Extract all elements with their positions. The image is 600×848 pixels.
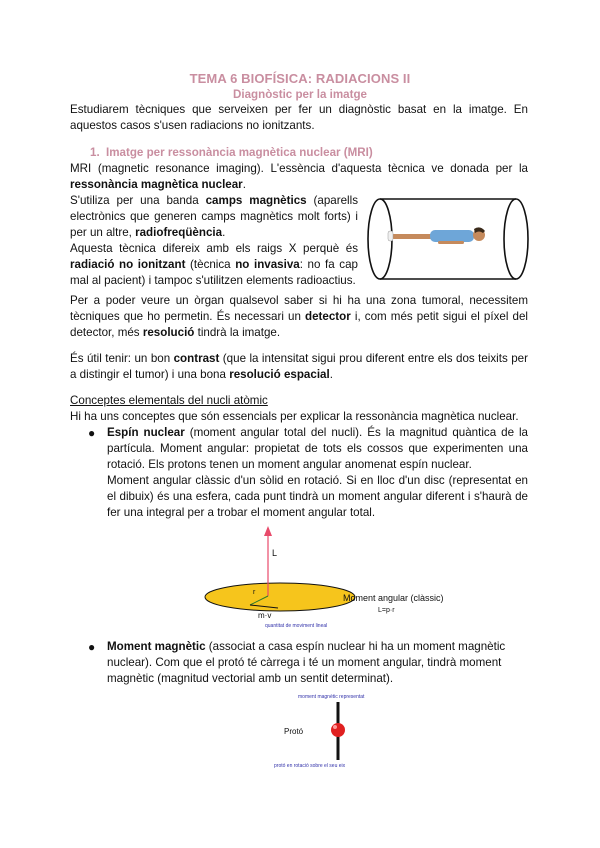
text: : no fa cap mal al pacient) i tampoc s'utilitzen elements radioactius. — [70, 258, 358, 287]
text: . — [329, 368, 333, 381]
angular-momentum-figure — [200, 520, 460, 632]
bold-text: resolució — [142, 326, 195, 339]
bold-text: resolució espacial — [229, 368, 330, 381]
text: i, com més petit sigui el píxel del detector, més — [70, 310, 528, 339]
rotating-disk — [205, 583, 355, 611]
text: (que la intensitat sigui prou diferent entre els dos teixits per a distingir el tumor) i una bona — [70, 352, 528, 381]
bold-text: contrast — [173, 352, 220, 365]
bold-text: camps magnètics — [205, 194, 307, 207]
bold-text: ressonància magnètica nuclear — [70, 178, 243, 191]
caption-title: Moment angular (clàssic) — [343, 593, 444, 603]
section-heading — [90, 145, 373, 161]
label-r: r — [253, 589, 256, 596]
caption-formula: L=p·r — [378, 607, 395, 614]
text: Aquesta tècnica difereix amb els raigs X perquè és — [70, 242, 358, 255]
intro-paragraph: Estudiarem tècniques que serveixen per fer un diagnòstic basat en la imatge. En aquestos casos s'usen radiacions no ionitzants. — [70, 103, 528, 132]
text: tindrà la imatge. — [194, 326, 281, 339]
proton-figure — [262, 690, 372, 772]
bold-text: radiació no ionitzant — [70, 258, 186, 271]
text: (tècnica — [185, 258, 236, 271]
mri-scanner-illustration — [366, 193, 530, 285]
concepts-heading: Conceptes elementals del nucli atòmic — [70, 394, 268, 407]
bold-text: detector — [305, 310, 351, 323]
mri-paragraph — [70, 161, 528, 193]
text: Per a poder veure un òrgan qualsevol saber si hi ha una zona tumoral, necessitem tècniques que ho permetin. És necessari un — [70, 294, 528, 323]
page-title: TEMA 6 BIOFÍSICA: RADIACIONS II — [189, 71, 411, 86]
magnetic-fields-paragraph — [70, 193, 358, 241]
spin-bullet-text — [107, 425, 528, 473]
bold-text: Moment magnètic — [107, 640, 206, 653]
contrast-paragraph — [70, 351, 528, 383]
magnetic-bullet-text — [107, 639, 528, 687]
section-number: 1. — [90, 146, 100, 159]
page-subtitle: Diagnòstic per la imatge — [232, 88, 367, 101]
text: (associat a casa espín nuclear hi ha un moment magnètic nuclear). Com que el protó té càrrega i té un moment angular, tindrà moment magnètic (magnitud vectorial amb un sentit determinat). — [107, 640, 506, 685]
proton-bottom-caption: protó en rotació sobre el seu eix — [274, 763, 346, 769]
classic-angular-text: Moment angular clàssic d'un sòlid en rotació. Si en lloc d'un disc (representat en el dibuix) és una esfera, cada punt tindrà un moment angular diferent i s'haurà de fer una integral per a trobar el moment angular total. — [107, 474, 528, 519]
bullet-icon: ● — [88, 426, 96, 440]
text: (aparells electrònics que generen camps magnètics molt forts) i per un altre, — [70, 194, 358, 239]
sphere-highlight — [333, 725, 337, 729]
text: MRI (magnetic resonance imaging). L'essència d'aquesta tècnica ve donada per la — [70, 162, 528, 175]
section-heading-text: Imatge per ressonància magnètica nuclear (MRI) — [106, 146, 373, 159]
text: . — [242, 178, 246, 191]
patient-figure — [388, 227, 485, 244]
non-ionizing-paragraph — [70, 241, 358, 289]
concepts-intro: Hi ha uns conceptes que són essencials per explicar la ressonància magnètica nuclear. — [70, 410, 519, 423]
text: (moment angular total del nucli). És la magnitud quàntica de la partícula. Moment angular: propietat de tots els cossos que experimenten una rotació. Els protons tenen un moment angular anomenat espín nuclear. — [107, 426, 528, 471]
bullet-icon: ● — [88, 640, 96, 654]
detector-paragraph — [70, 293, 528, 341]
text: S'utiliza per una banda — [70, 194, 206, 207]
proton-label: Protó — [284, 727, 304, 736]
small-caption: quantitat de moviment lineal — [265, 623, 328, 629]
proton-sphere — [331, 723, 345, 737]
bold-text: Espín nuclear — [107, 426, 185, 439]
label-mv: m·v — [258, 611, 272, 620]
text: . — [222, 226, 226, 239]
proton-top-caption: moment magnètic representat — [298, 694, 365, 700]
text: És útil tenir: un bon — [70, 352, 174, 365]
arrow-head-icon — [264, 526, 272, 536]
bold-text: no invasiva — [235, 258, 300, 271]
label-l: L — [272, 548, 278, 558]
bold-text: radiofreqüència — [135, 226, 223, 239]
